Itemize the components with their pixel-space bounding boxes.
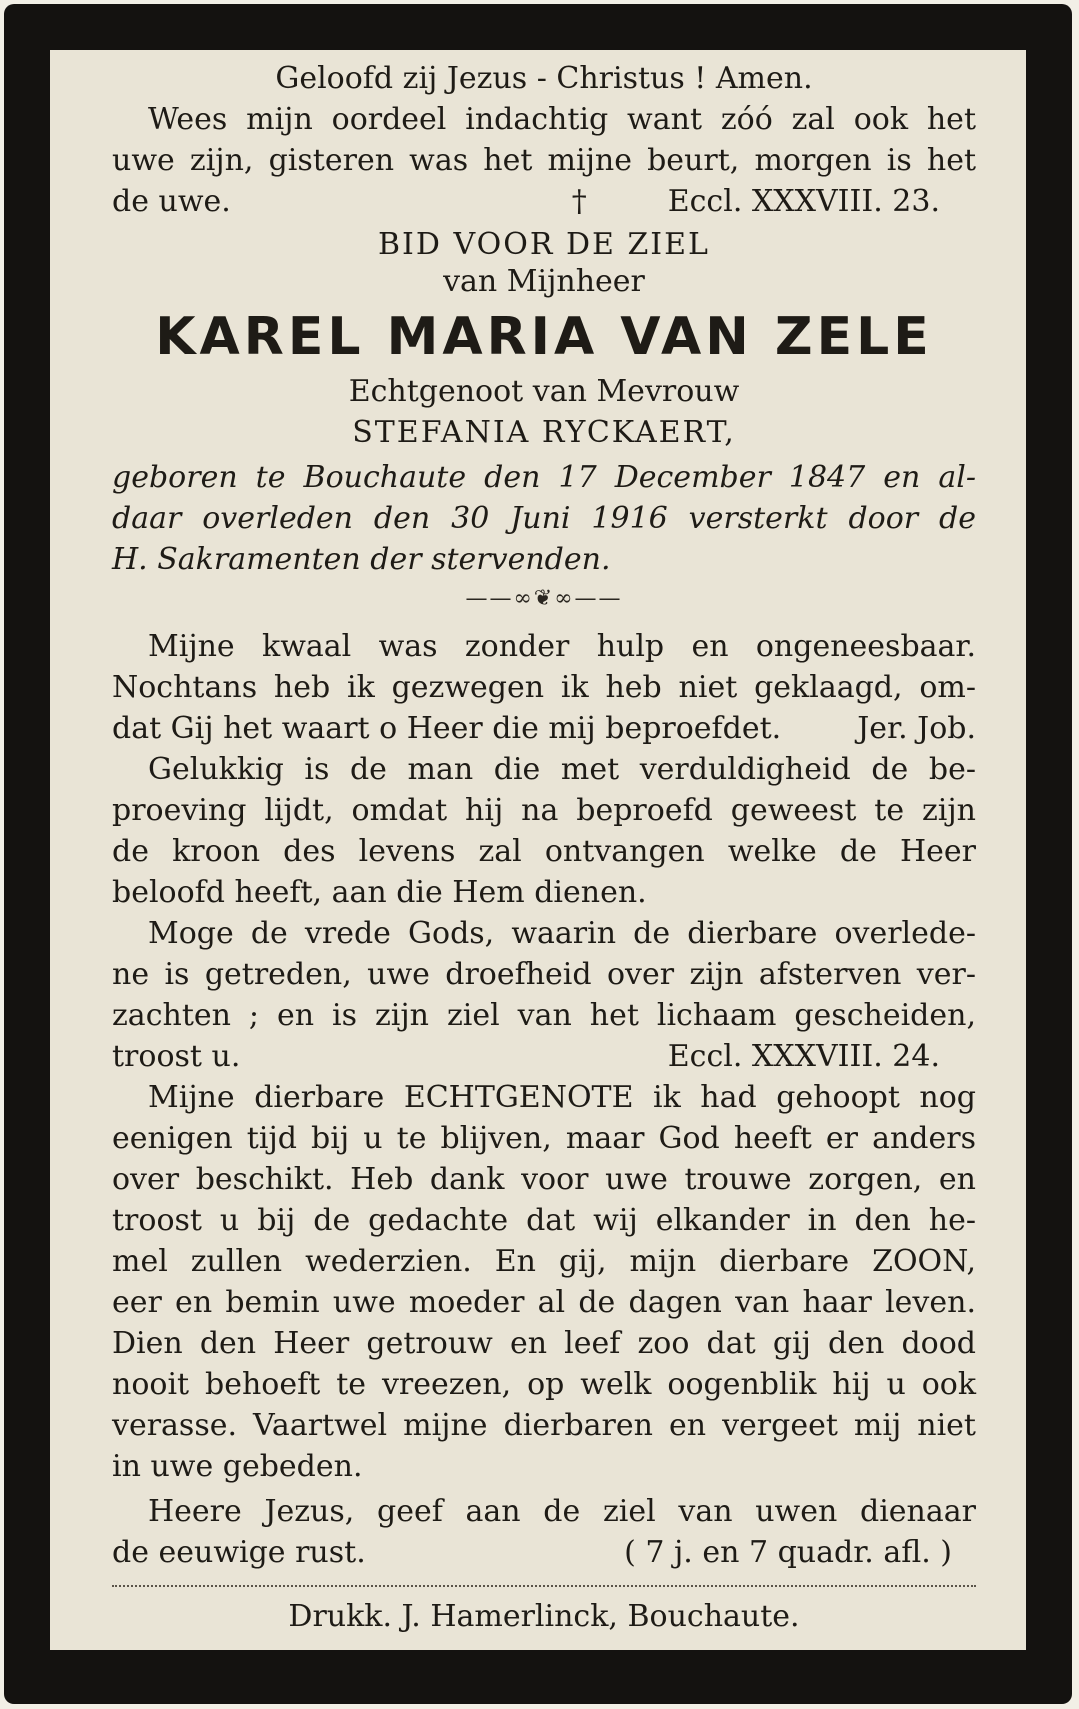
- closing-line-2-text: de eeuwige rust.: [112, 1535, 366, 1570]
- closing-line-2: [112, 1532, 976, 1573]
- p4-line-4: troost u bij de gedachte dat wij elkander in den he-: [112, 1203, 976, 1238]
- birth-line-3: H. Sakramenten der stervenden.: [112, 542, 611, 577]
- header-line-2: Wees mijn oordeel indachtig want zóó zal ook het: [148, 102, 976, 137]
- deceased-name: KAREL MARIA VAN ZELE: [155, 307, 933, 367]
- p1-line-3: [112, 708, 976, 749]
- p4-line-7: Dien den Heer getrouw en leef zoo dat gij den dood: [112, 1326, 976, 1361]
- closing-line-1: Heere Jezus, geef aan de ziel van uwen dienaar: [148, 1494, 976, 1529]
- p3-line-2: ne is getreden, uwe droefheid over zijn afsterven ver-: [112, 957, 976, 992]
- birth-line-1: geboren te Bouchaute den 17 December 1847 en al-: [112, 460, 976, 495]
- spouse-name: STEFANIA RYCKAERT,: [352, 415, 736, 450]
- p2-line-1: Gelukkig is de man die met verduldigheid de be-: [148, 752, 976, 787]
- birth-line-2: daar overleden den 30 Juni 1916 versterkt door de: [112, 501, 976, 536]
- header-line-3: uwe zijn, gisteren was het mijne beurt, morgen is het: [112, 143, 976, 178]
- p2-line-2: proeving lijdt, omdat hij na beproefd geweest te zijn: [112, 793, 976, 828]
- indulgence-note: ( 7 j. en 7 quadr. afl. ): [624, 1535, 952, 1570]
- p1-line-1: Mijne kwaal was zonder hulp en ongeneesbaar.: [148, 629, 976, 664]
- scripture-reference-2: Eccl. XXXVIII. 24.: [667, 1039, 940, 1074]
- p4-line-3: over beschikt. Heb dank voor uwe trouwe zorgen, en: [112, 1162, 976, 1197]
- p4-line-2: eenigen tijd bij u te blijven, maar God heeft er anders: [112, 1121, 976, 1156]
- of-mister-line: van Mijnheer: [443, 264, 645, 299]
- p3-line-1: Moge de vrede Gods, waarin de dierbare overlede-: [148, 916, 976, 951]
- ornament-divider: ——∞❦∞——: [465, 586, 623, 611]
- dotted-divider: [112, 1585, 976, 1587]
- cross-icon: †: [571, 184, 587, 219]
- header-line-4: [112, 181, 976, 222]
- p2-line-3: de kroon des levens zal ontvangen welke de Heer: [112, 834, 976, 869]
- p3-line-3: zachten ; en is zijn ziel van het lichaam gescheiden,: [112, 998, 976, 1033]
- p1-line-2: Nochtans heb ik gezwegen ik heb niet geklaagd, om-: [112, 670, 976, 705]
- p4-line-10: in uwe gebeden.: [112, 1449, 363, 1484]
- p1-reference: Jer. Job.: [857, 711, 976, 746]
- printer-credit: Drukk. J. Hamerlinck, Bouchaute.: [288, 1599, 800, 1634]
- memorial-card-panel: [50, 50, 1026, 1650]
- p4-line-6: eer en bemin uwe moeder al de dagen van haar leven.: [112, 1285, 976, 1320]
- memorial-card-border: [4, 4, 1072, 1704]
- p3-line-4-text: troost u.: [112, 1039, 241, 1074]
- p4-line-9: verasse. Vaartwel mijne dierbaren en vergeet mij niet: [112, 1408, 976, 1443]
- p4-line-5: mel zullen wederzien. En gij, mijn dierbare ZOON,: [112, 1244, 976, 1279]
- p4-line-8: nooit behoeft te vreezen, op welk oogenblik hij u ook: [112, 1367, 976, 1402]
- p2-line-4: beloofd heeft, aan die Hem dienen.: [112, 875, 647, 910]
- p4-line-1: Mijne dierbare ECHTGENOTE ik had gehoopt nog: [148, 1080, 976, 1115]
- p3-line-4: [112, 1036, 976, 1077]
- scripture-reference-1: Eccl. XXXVIII. 23.: [667, 184, 940, 219]
- pray-heading: BID VOOR DE ZIEL: [378, 227, 710, 262]
- header-line-1: Geloofd zij Jezus - Christus ! Amen.: [275, 61, 813, 96]
- spouse-line: Echtgenoot van Mevrouw: [348, 374, 740, 409]
- header-line-4-left: de uwe.: [112, 184, 231, 219]
- p1-line-3-text: dat Gij het waart o Heer die mij beproefdet.: [112, 711, 782, 746]
